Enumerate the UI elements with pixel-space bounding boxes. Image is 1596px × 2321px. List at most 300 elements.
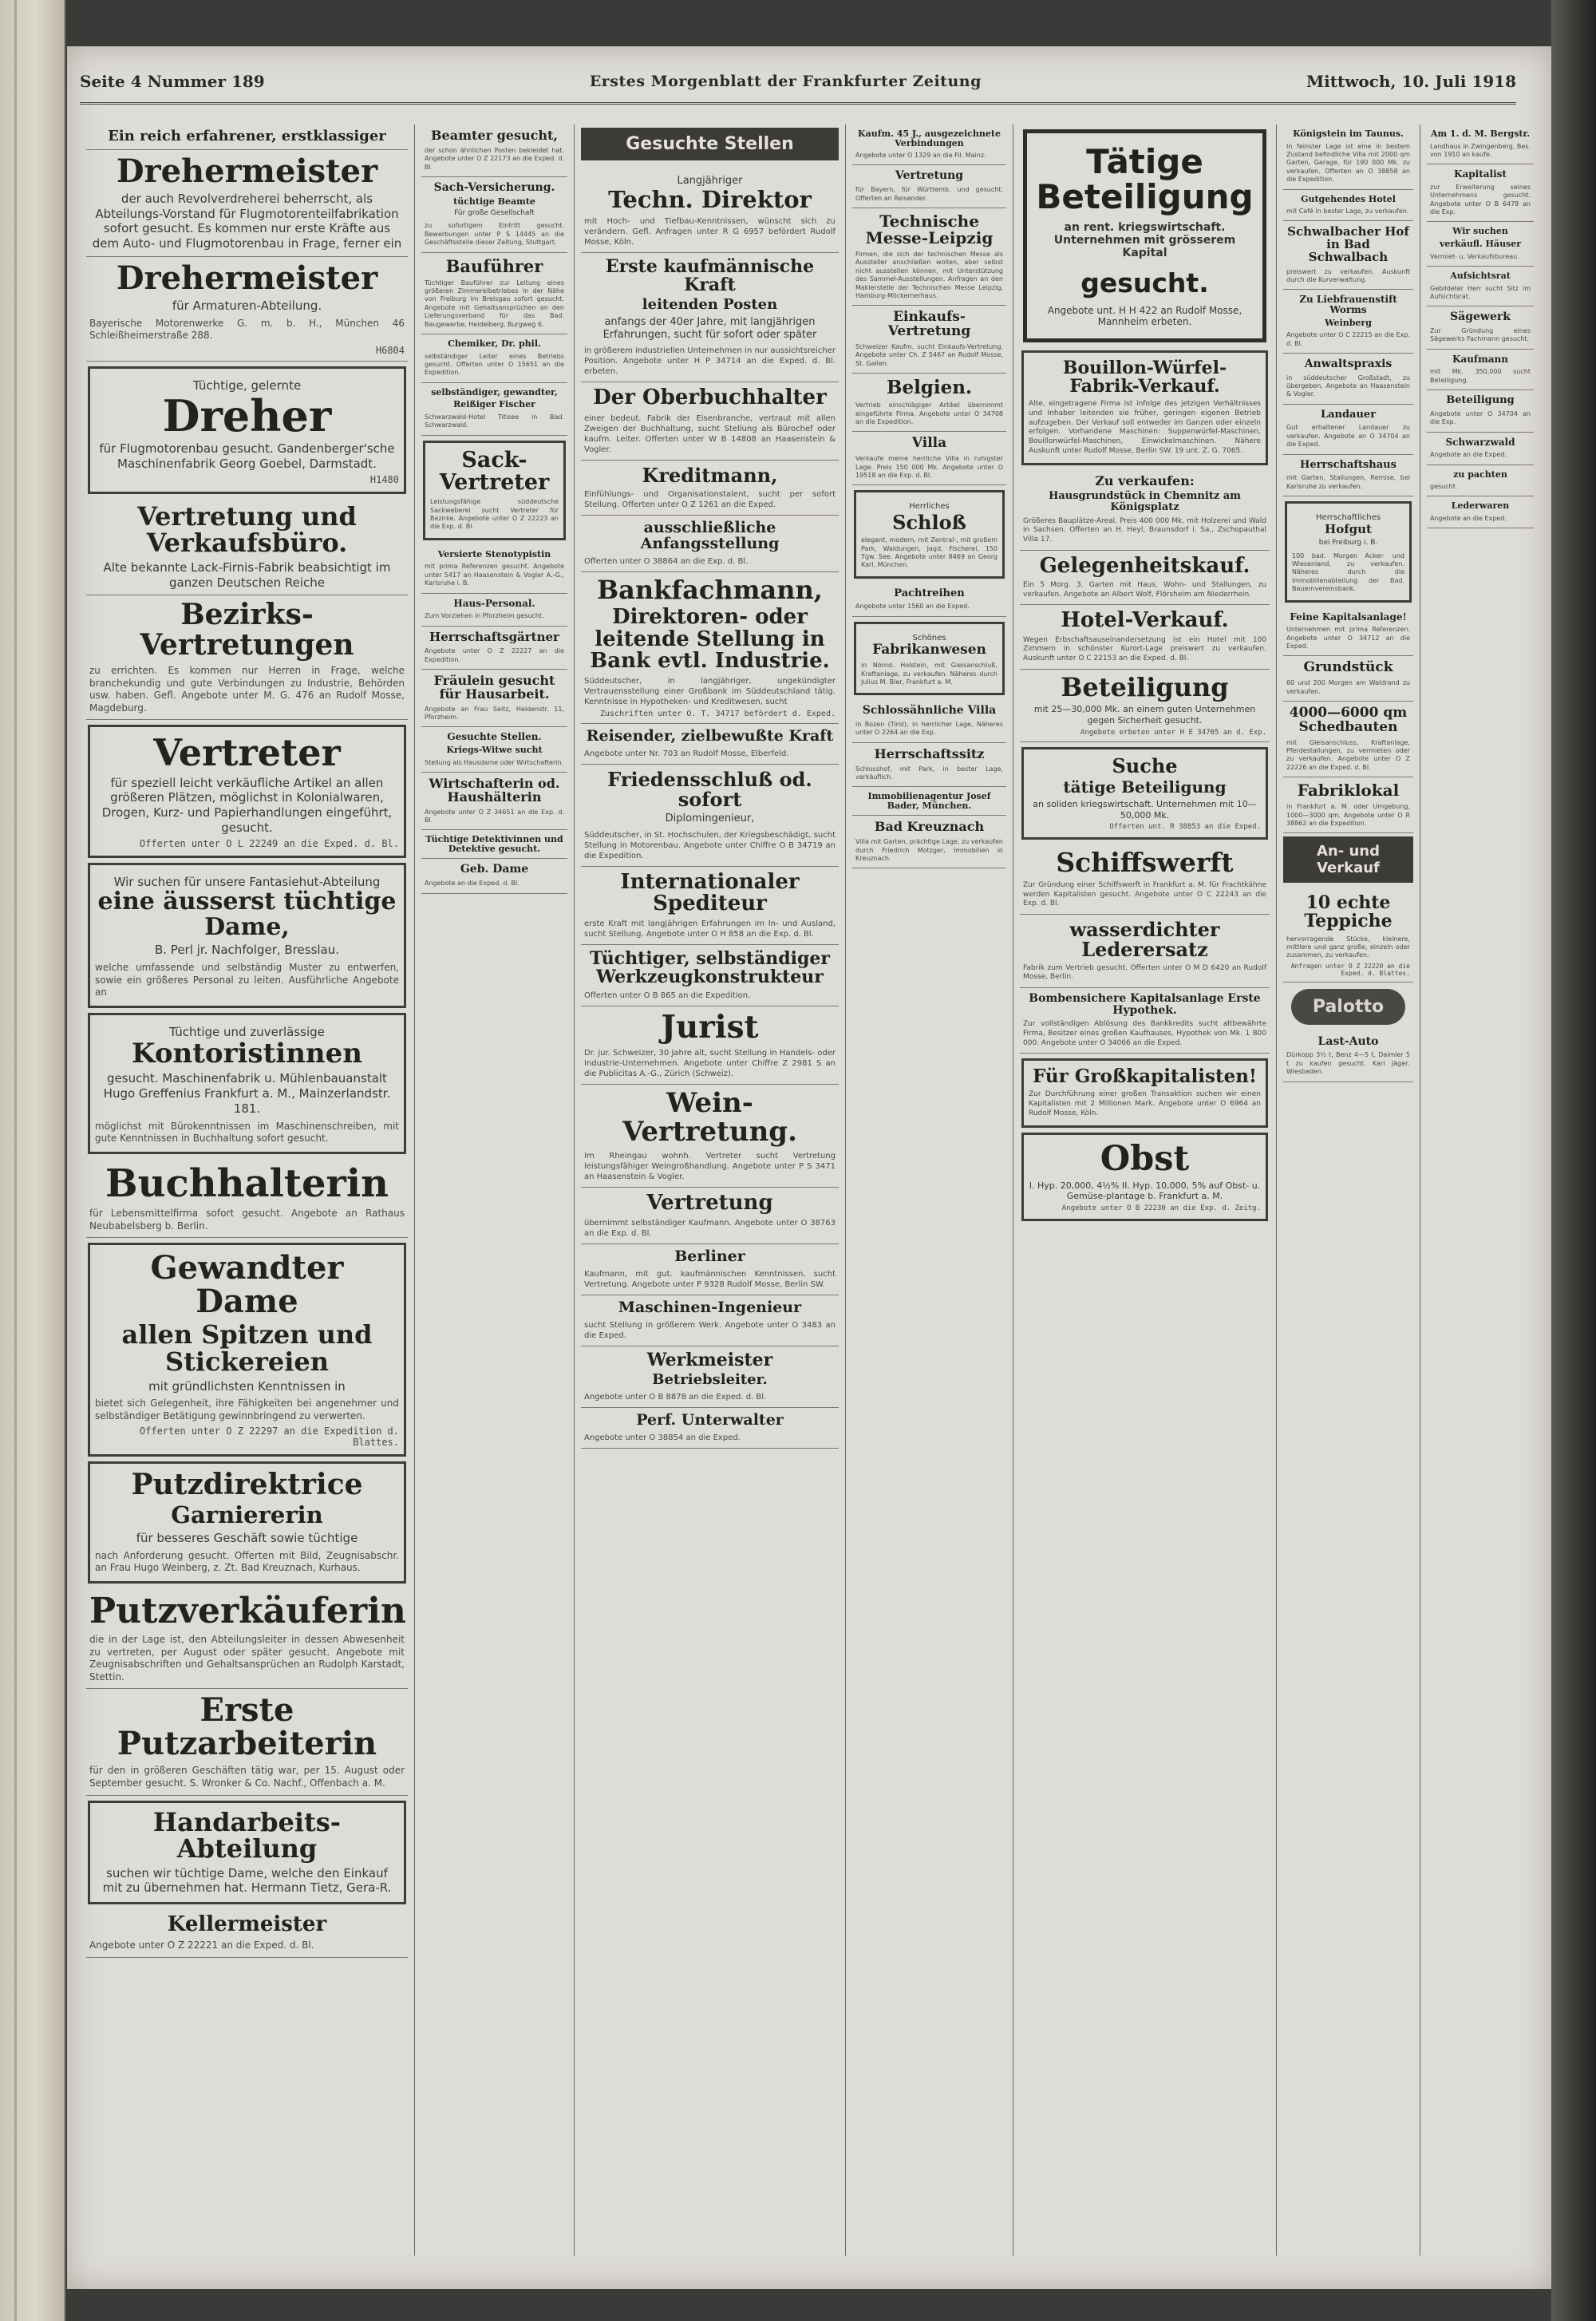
column-6 [1277, 125, 1420, 2256]
ad-preline: Langjähriger [677, 175, 743, 187]
ad-preline: Wir suchen für unsere Fantasiehut-Abteilung [113, 874, 381, 889]
ad-headline: Technische Messe-Leipzig [865, 211, 994, 247]
ad-body-text: in größerem industriellen Unternehmen in nur aussichtsreicher Position. Angebote unter H P 34714 an die Exped. d. Bl. erbeten. [584, 346, 836, 377]
classified-ad [421, 334, 567, 383]
classified-ad [1427, 222, 1534, 266]
classified-ad [421, 545, 567, 594]
classified-ad [1020, 605, 1270, 669]
ad-subtext: für besseres Geschäft sowie tüchtige [136, 1530, 358, 1545]
ad-headline: Jurist [661, 1009, 759, 1046]
ad-body-text: Angebote unter O Z 22227 an die Expedition. [425, 647, 564, 663]
ad-body-text: mit Garten, Stallungen, Remise, bei Karlsruhe zu verkaufen. [1286, 474, 1410, 490]
ad-headline: Internationaler Spediteur [620, 869, 800, 915]
classified-ad [421, 594, 567, 627]
ad-headline: Landauer [1320, 408, 1377, 421]
ad-body-text: preiswert zu verkaufen. Auskunft durch die Kurverwaltung. [1286, 267, 1410, 284]
ad-headline: Belgien. [887, 377, 972, 399]
ad-subtext: B. Perl jr. Nachfolger, Bresslau. [154, 943, 340, 958]
ad-body-text: Leistungsfähige süddeutsche Sackweberei sucht Vertreter für Bezirke. Angebote unter O Z 22223 an die Exp. d. Bl. [430, 498, 559, 531]
ad-headline: Beamter gesucht, [431, 128, 558, 143]
classified-ad [86, 1159, 408, 1239]
ad-subheadline: Direktoren- oder leitende Stellung in Bank evtl. Industrie. [590, 605, 830, 673]
ad-body-text: selbständiger Leiter eines Betriebs gesucht. Offerten unter O 15651 an die Expedition. [425, 352, 564, 377]
ad-headline: 4000—6000 qm Schedbauten [1289, 704, 1408, 735]
classified-ad [852, 208, 1006, 306]
ad-subheadline: Betriebsleiter. [652, 1371, 768, 1389]
classified-ad [1283, 607, 1413, 657]
ad-subtext: für Flugmotorenbau gesucht. Gandenberger'sche Maschinenfabrik Georg Goebel, Darmstadt. [99, 441, 395, 472]
ad-headline: Feine Kapitalsanlage! [1290, 611, 1407, 623]
classified-ad [1283, 405, 1413, 455]
ad-headline: Hotel-Verkauf. [1061, 608, 1229, 633]
ad-headline: Hofgut [1325, 521, 1372, 536]
ad-body-text: Angebote an die Exped. [1430, 451, 1507, 459]
ad-headline: Am 1. d. M. Bergstr. [1430, 129, 1531, 139]
brand-logo-badge: Palotto [1291, 989, 1405, 1025]
featured-ad-line: an rent. kriegswirtschaft. Unternehmen mit grösserem Kapital [1053, 221, 1236, 260]
ad-headline: Bouillon-Würfel-Fabrik-Verkauf. [1062, 358, 1227, 397]
classified-ad [581, 1006, 839, 1085]
ad-body-text: in Frankfurt a. M. oder Umgebung, 1000—3000 qm. Angebote unter O R 38862 an die Expedition. [1286, 803, 1410, 827]
ad-headline: Versierte Stenotypistin [437, 548, 551, 559]
ad-body-text: Schweizer Kaufm. sucht Einkaufs-Vertretung. Angebote unter Ch. Z 5467 an Rudolf Mosse, St. Gallen. [855, 342, 1003, 367]
classified-ad [852, 816, 1006, 868]
classified-ad [854, 490, 1005, 578]
ad-subtext: an soliden kriegswirtschaft. Unternehmen mit 10—50,000 Mk. [1033, 798, 1257, 820]
classified-ad [1020, 988, 1270, 1054]
ad-body-text: Angebote an die Exped. [1430, 515, 1507, 523]
classified-ad [88, 1243, 406, 1456]
ad-headline: Anwaltspraxis [1304, 357, 1393, 370]
ad-body-text: Zur Gründung eines Sägewerks Fachmann gesucht. [1430, 326, 1531, 343]
ad-headline: Kellermeister [167, 1912, 327, 1937]
ad-headline: Pachtreihen [894, 587, 965, 599]
classified-ad [581, 572, 839, 724]
classified-ad [88, 366, 406, 494]
ad-body-text: mit Hoch- und Tiefbau-Kenntnissen, wünscht sich zu verändern. Gefl. Anfragen unter R G 6957 befördert Rudolf Mosse, Köln. [584, 216, 836, 247]
ad-subheadline: Garniererin [171, 1501, 323, 1529]
classified-ad [581, 1188, 839, 1244]
ad-headline: Maschinen-Ingenieur [618, 1299, 802, 1316]
ad-body-text: Kaufmann, mit gut. kaufmännischen Kenntnissen, sucht Vertretung. Angebote unter P 9328 Rudolf Mosse, Berlin SW. [584, 1270, 836, 1289]
ad-headline: Einkaufs-Vertretung [887, 309, 971, 340]
ad-body-text: Dürkopp 3½ t, Benz 4—5 t, Daimler 5 t zu kaufen gesucht. Karl Jäger, Wiesbaden. [1286, 1051, 1410, 1076]
classified-ad [1427, 496, 1534, 528]
ad-body-text: Landhaus in Zwingenberg, Bes. von 1910 an kaufe. [1430, 142, 1531, 158]
ad-headline: Putzverkäuferin [89, 1590, 406, 1631]
ad-headline: Villa [911, 435, 947, 452]
ad-body-text: Zum Vorziehen in Pforzheim gesucht. [425, 612, 544, 620]
ad-subheadline: leitenden Posten [642, 295, 778, 313]
ad-reference: H1480 [369, 473, 399, 485]
ad-body-text: Zur vollständigen Ablösung des Bankkredits sucht altbewährte Firma, Besitzer eines großen Kaufhauses, Hypothek von Mk. 1 800 000. Angebote unter O 34066 an die Exped. [1023, 1020, 1266, 1047]
ad-headline: Fabriklokal [1297, 781, 1400, 801]
ad-headline: Gewandter Dame [150, 1249, 344, 1321]
ad-headline: Geb. Dame [460, 863, 529, 876]
ad-reference: H6804 [375, 344, 405, 356]
classified-ad [1021, 1133, 1268, 1222]
ad-reference: Anfragen unter O Z 22220 an die Exped. d. Blattes. [1290, 962, 1410, 977]
ad-body-text: Zur Gründung einer Schiffswerft in Frankfurt a. M. für Frachtkähne werden Kapitalisten gesucht. Angebote unter O C 22243 an die Exp. d. Bl. [1023, 881, 1266, 908]
ad-headline: Beteiligung [1061, 671, 1229, 702]
ad-subheadline: Weinberg [1325, 317, 1372, 328]
ad-subtext: der auch Revolverdreherei beherrscht, als Abteilungs-Vorstand für Flugmotorenteilfabrikation sofort gesucht. Es kommen nur erste Kräfte aus dem Auto- und Flugmotorenbau in Frage, ferner ein [92, 191, 402, 251]
featured-ad-contact: Angebote unt. H H 422 an Rudolf Mosse, Mannheim erbeten. [1047, 305, 1242, 328]
ad-body-text: Angebote unter O C 22215 an die Exp. d. Bl. [1286, 331, 1410, 347]
classified-ad [854, 622, 1005, 696]
ad-subheadline: Hausgrundstück in Chemnitz am Königsplatz [1049, 490, 1241, 513]
classified-ad [1283, 1031, 1413, 1082]
ad-headline: Reisender, zielbewußte Kraft [586, 727, 834, 745]
classified-ad [581, 1244, 839, 1295]
ad-body-text: Schwarzwald-Hotel Titisee in Bad. Schwarzwald. [425, 413, 564, 429]
ad-headline: Sägewerk [1450, 310, 1511, 324]
ad-headline: Zu verkaufen: [1095, 473, 1195, 488]
ad-headline: Schiffswerft [1056, 847, 1234, 879]
ad-body-text: Unternehmen mit prima Referenzen. Angebote unter O 34712 an die Exped. [1286, 626, 1410, 650]
ad-headline: Suche [1112, 753, 1178, 777]
classified-ad [1020, 670, 1270, 742]
classified-ad [421, 627, 567, 670]
ad-body-text: übernimmt selbständiger Kaufmann. Angebote unter O 38763 an die Exp. d. Bl. [584, 1219, 836, 1239]
classified-ad [1020, 470, 1270, 551]
ad-headline: Königstein im Taunus. [1293, 129, 1404, 139]
classified-ad [1427, 433, 1534, 465]
ad-headline: Herrschaftsgärtner [429, 629, 559, 644]
ad-headline: Tüchtige Detektivinnen und Detektive gesucht. [425, 834, 563, 854]
ad-headline: Bad Kreuznach [874, 819, 985, 835]
ad-headline: Beteiligung [1446, 394, 1515, 407]
ad-body-text: in Bozen (Tirol), in herrlicher Lage, Näheres unter O 2264 an die Exp. [855, 720, 1003, 737]
ad-body-text: Angebote unter Nr. 703 an Rudolf Mosse, Elberfeld. [584, 749, 789, 759]
ad-headline: Vertreter [153, 731, 341, 775]
ad-body-text: zur Erweiterung seines Unternehmens gesucht. Angebote unter O B 6478 an die Exp. [1430, 183, 1531, 216]
ad-body-text: einer bedeut. Fabrik der Eisenbranche, vertraut mit allen Zweigen der Buchhaltung, sucht Stellung als Bürochef oder kaufm. Leiter. Offerten unter W B 14808 an Haasenstein & Vogler. [584, 413, 836, 454]
ad-subtext: Für große Gesellschaft [454, 209, 535, 218]
ad-body-text: zu errichten. Es kommen nur Herren in Frage, welche branchekundig und gute Verbindungen zu Industrie, Behörden usw. haben. Gefl. Angebote unter M. G. 476 an Rudolf Mosse, Magdeburg. [89, 665, 405, 714]
classified-ad [88, 1013, 406, 1154]
ad-body-text: welche umfassende und selbständig Muster zu entwerfen, sowie ein größeres Personal zu leiten. Ausführliche Angebote an [95, 962, 399, 998]
ad-body-text: mit Gleisanschluss, Kraftanlage, Pferdestallungen, zu vermieten oder zu verkaufen. Angebote unter O Z 22226 an die Exped. d. Bl. [1286, 738, 1410, 771]
ad-headline: Putzdirektrice [131, 1467, 363, 1501]
ad-body-text: Größeres Bauplätze-Areal. Preis 400 000 Mk. mit Holzerei und Wald in Sachsen. Offerten an H. Heyl, Braunsdorf i. Sa., Zschopauthal Villa 17. [1023, 516, 1266, 544]
ad-subheadline: verkäufl. Häuser [1439, 239, 1522, 250]
classified-ad [581, 461, 839, 516]
ad-headline: Schloß [892, 510, 966, 534]
ad-headline: Gelegenheitskauf. [1039, 553, 1250, 578]
ad-headline: Bankfachmann, [597, 574, 823, 605]
ad-headline: Bezirks-Vertretungen [140, 598, 354, 662]
classified-ad [423, 441, 566, 540]
ad-headline: Zu Liebfrauenstift Worms [1299, 294, 1397, 316]
ad-headline: Tüchtiger, selbständiger Werkzeugkonstrukteur [590, 948, 830, 988]
ad-headline: ausschließliche Anfangsstellung [640, 518, 780, 552]
classified-ad [852, 165, 1006, 208]
classified-ad [1427, 390, 1534, 432]
ad-headline: Grundstück [1303, 659, 1393, 676]
ad-headline: Berliner [674, 1247, 745, 1266]
ad-body-text: Angebote unter O Z 34651 an die Exp. d. Bl. [425, 808, 564, 824]
binding-stripe [14, 0, 17, 2321]
page-shadow-edge [1551, 0, 1596, 2321]
classified-ad [852, 787, 1006, 816]
classified-ad [1020, 844, 1270, 915]
classified-ad [581, 945, 839, 1006]
classified-ad [88, 1461, 406, 1584]
featured-ad-title: Tätige Beteiligung [1036, 142, 1254, 217]
ad-headline: Kreditmann, [642, 463, 778, 487]
ad-body-text: Zur Durchführung einer großen Transaktion suchen wir einen Kapitalisten mit 2 Millionen Mark. Angebote unter O 6964 an Rudolf Mosse, Köln. [1029, 1090, 1261, 1117]
binding-edge [0, 0, 65, 2321]
classified-ad [581, 1346, 839, 1408]
ad-headline: Kaufm. 45 J., ausgezeichnete Verbindungen [858, 129, 1001, 148]
ad-headline: Obst [1100, 1138, 1190, 1179]
ad-headline: Kaufmann [1452, 353, 1508, 365]
ad-body-text: Gebildeter Herr sucht Sitz im Aufsichtsrat. [1430, 284, 1531, 300]
classified-ad [581, 382, 839, 460]
classified-ad [1427, 267, 1534, 306]
ad-body-text: Fabrik zum Vertrieb gesucht. Offerten unter O M D 6420 an Rudolf Mosse, Berlin. [1023, 963, 1266, 982]
ad-body-text: gesucht. [1430, 483, 1458, 491]
ad-headline: Dreher [162, 389, 332, 441]
classified-ad [1021, 747, 1268, 840]
ad-preline: Herrliches [909, 502, 950, 512]
classified-ad [581, 1085, 839, 1187]
ad-body-text: bietet sich Gelegenheit, ihre Fähigkeiten bei angenehmer und selbständiger Betätigung gewinnbringend zu verwerten. [95, 1398, 399, 1421]
ad-body-text: für Lebensmittelfirma sofort gesucht. Angebote an Rathaus Neubabelsberg b. Berlin. [89, 1208, 405, 1232]
classified-ad [1285, 501, 1412, 602]
ad-body-text: Angebote unter O 38854 an die Exped. [584, 1433, 741, 1442]
ad-body-text: Vertrieb einschlägiger Artikel übernimmt eingeführte Firma. Angebote unter O 34708 an die Expedition. [855, 401, 1003, 426]
ad-headline: Vertretung [895, 169, 964, 183]
ad-body-text: Tüchtiger Bauführer zur Leitung eines größeren Zimmereibetriebes in der Nähe von Freiburg im Breisgau sofort gesucht. Angebote mit Gehaltsansprüchen an den Lieferungsverband für das Bad. Baugewerbe, Heidelberg, Burgweg 6. [425, 279, 564, 328]
classified-ad [581, 867, 839, 946]
classified-ad [1427, 306, 1534, 349]
ad-body-text: der schon ähnlichen Posten bekleidet hat. Angebote unter O Z 22173 an die Exped. d. Bl. [425, 146, 564, 171]
ad-body-text: Vermiet- u. Verkaufsbureau. [1430, 252, 1519, 260]
ad-body-text: zu sofortigem Eintritt gesucht. Bewerbungen unter P S 14445 an die Geschäftsstelle dieser Zeitung, Stuttgart. [425, 222, 564, 247]
ad-body-text: Angebote an die Exped. d. Bl. [425, 880, 519, 888]
classified-ad [852, 374, 1006, 432]
ad-headline: selbständiger, gewandter, [431, 386, 558, 397]
classified-ad [852, 583, 1006, 617]
header-date: Mittwoch, 10. Juli 1918 [1306, 72, 1516, 91]
column-2 [415, 125, 575, 2256]
classified-ad [581, 516, 839, 572]
ad-body-text: Alte, eingetragene Firma ist infolge des jetzigen Verhältnisses und Inhaber leitenden sie früher, geringen eigenen Betrieb aufzugeben. Der Verkauf soll entweder im Ganzen oder einzeln erfolgen. Vorhandene Maschinen: Suppenwürfel-Maschinen, Bouillonwürfel-Maschinen, Einwickelmaschinen. Nähere Auskunft unter Rudolf Mosse, Berlin SW. 19 unt. Z. G. 7065. [1029, 400, 1261, 455]
ad-headline: Perf. Unterwalter [636, 1410, 784, 1429]
ad-headline: Lederwaren [1451, 500, 1510, 512]
ad-headline: Schwarzwald [1445, 436, 1515, 448]
ad-headline: Bauführer [445, 255, 543, 276]
ad-reference: Offerten unter O L 22249 an die Exped. d. Bl. [139, 837, 399, 849]
ad-subtext: suchen wir tüchtige Dame, welche den Einkauf mit zu übernehmen hat. Hermann Tietz, Gera-R. [102, 1865, 392, 1896]
ad-headline: Sach-Versicherung. [433, 180, 555, 194]
ad-body-text: mit Mk. 350,000 sucht Beteiligung. [1430, 368, 1531, 384]
ad-body-text: elegant, modern, mit Zentral-, mit großem Park, Waldungen, Jagd, Fischerei, 150 Tgw. See. Angebote unter 8469 an Georg Karl, München. [861, 536, 998, 569]
ad-headline: Last-Auto [1317, 1034, 1379, 1048]
ad-reference: Offerten unt. R 38853 an die Exped. [1109, 823, 1261, 832]
header-masthead: Erstes Morgenblatt der Frankfurter Zeitung [589, 73, 982, 90]
ad-headline: Kapitalist [1454, 168, 1507, 180]
ad-subtext: Diplomingenieur, [665, 813, 755, 825]
classified-ad [1427, 350, 1534, 390]
classified-ad [852, 432, 1006, 485]
ad-body-text: Gut erhaltener Landauer zu verkaufen. Angebote an O 34704 an die Exped. [1286, 424, 1410, 449]
classified-ad [88, 863, 406, 1008]
ad-body-text: nach Anforderung gesucht. Offerten mit Bild, Zeugnisabschr. an Frau Hugo Weinberg, z. Zt. Bad Kreuznach, Kurhaus. [95, 1549, 399, 1574]
ad-body-text: Im Rheingau wohnh. Vertreter sucht Vertretung leistungsfähiger Weingroßhandlung. Angebote unter P S 3471 an Haasenstein & Vogler. [584, 1151, 836, 1181]
classified-ad [1283, 125, 1413, 190]
classified-ad [1020, 551, 1270, 606]
ad-headline: Wirtschafterin od. Haushälterin [429, 776, 560, 805]
classified-ad [852, 306, 1006, 374]
classified-ad [421, 125, 567, 177]
classified-ad [1021, 1058, 1268, 1127]
ad-body-text: Süddeutscher, in langjähriger, ungekündigter Vertrauensstellung einer Großbank im Süddeutschland tätig. Kenntnisse in Hypotheken- und Kreditwesen, sucht [584, 677, 836, 707]
ad-body-text: Einfühlungs- und Organisationstalent, sucht per sofort Stellung. Offerten unter O Z 1261 an die Exped. [584, 489, 836, 509]
ad-subheadline: Kriegs-Witwe sucht [446, 745, 543, 756]
ad-subheadline: allen Spitzen und Stickereien [121, 1319, 373, 1378]
ad-subtext: mit 25—30,000 Mk. an einem guten Unternehmen gegen Sicherheit gesucht. [1033, 704, 1256, 726]
ad-headline: Erste Putzarbeiterin [117, 1691, 377, 1763]
ad-body-text: 100 bad. Morgen Acker- und Wiesenland, zu verkaufen. Näheres durch die Immobilienabteilung der Bad. Bauernvereinsbank. [1292, 552, 1404, 593]
ad-body-text: für den in größeren Geschäften tätig war, per 15. August oder September gesucht. S. Wronker & Co. Nachf., Offenbach a. M. [89, 1765, 405, 1789]
ad-headline: Herrschaftshaus [1300, 458, 1396, 471]
ad-subtext: gesucht. Maschinenfabrik u. Mühlenbauanstalt Hugo Greffenius Frankfurt a. M., Mainzerlandstr. 181. [103, 1071, 391, 1116]
classified-ad [1283, 354, 1413, 405]
classified-ad [581, 724, 839, 765]
ad-headline: Handarbeits-Abteilung [152, 1806, 342, 1864]
classified-ad [581, 167, 839, 253]
ad-reference: Zuschriften unter O. T. 34717 befördert d. Exped. [599, 710, 836, 719]
classified-ad [852, 743, 1006, 788]
ad-headline: Schwalbacher Hof in Bad Schwalbach [1287, 224, 1409, 264]
classified-ad [1283, 777, 1413, 833]
ad-headline: wasserdichter Lederersatz [1069, 918, 1220, 962]
ad-body-text: hervorragende Stücke, kleinere, mittlere und ganz große, einzeln oder zusammen, zu verkaufen. [1286, 935, 1410, 959]
section-banner: An- und Verkauf [1283, 836, 1413, 883]
classified-ad [421, 830, 567, 859]
ad-headline: Werkmeister [646, 1349, 773, 1370]
ad-headline: Ein reich erfahrener, erstklassiger [108, 128, 386, 144]
classified-ad [1283, 455, 1413, 496]
ad-headline: Der Oberbuchhalter [593, 386, 827, 410]
classified-ad [421, 670, 567, 727]
ad-subheadline: Reißiger Fischer [453, 399, 535, 410]
ad-body-text: Angebote an Frau Seitz, Heidenstr. 11, Pforzheim. [425, 705, 564, 722]
classified-ad [1283, 221, 1413, 290]
ad-headline: Vertretung und Verkaufsbüro. [137, 500, 357, 559]
classified-ad [1283, 702, 1413, 777]
ad-headline: Aufsichtsrat [1450, 270, 1511, 281]
ad-subtext: für Armaturen-Abteilung. [172, 298, 322, 313]
classified-ad [1427, 164, 1534, 222]
ad-headline: Erste kaufmännische Kraft [605, 255, 815, 295]
ad-body-text: in süddeutscher Großstadt, zu übergeben. Angebote an Haasenstein & Vogler. [1286, 374, 1410, 398]
classified-ad [86, 1689, 408, 1795]
ad-body-text: Villa mit Garten, prächtige Lage, zu verkaufen durch Friedrich Motzger, Immobilien in Kreuznach. [855, 838, 1003, 862]
ad-headline: Herrschaftssitz [874, 745, 985, 761]
ad-headline: Buchhalterin [105, 1160, 389, 1206]
ad-body-text: Ein 5 Morg. 3. Garten mit Haus, Wohn- und Stallungen, zu verkaufen. Angebote an Albert Wolf, Flörsheim am Niederrhein. [1023, 580, 1266, 599]
classified-ad [88, 725, 406, 857]
ad-body-text: Stellung als Hausdame oder Wirtschafterin. [425, 758, 564, 766]
ad-headline: Drehermeister [116, 152, 378, 190]
ad-body-text: erste Kraft mit langjährigen Erfahrungen im In- und Ausland, sucht Stellung. Angebote unter O H 858 an die Exp. d. Bl. [584, 919, 836, 939]
ad-subheadline: tätige Beteiligung [1063, 777, 1227, 797]
ad-subtext: bei Freiburg i. B. [1318, 539, 1378, 548]
ad-body-text: Süddeutscher, in St. Hochschulen, der Kriegsbeschädigt, sucht Stellung in Motorenbau. Angebote unter Chiffre O B 34719 an die Expedition. [584, 830, 836, 860]
ad-body-text: in Nörnd. Holstein, mit Gleisanschluß, Kraftanlage, zu verkaufen. Näheres durch Julius M. Bier, Frankfurt a. M. [861, 662, 998, 686]
ad-headline: Techn. Direktor [608, 186, 812, 214]
ad-headline: Fräulein gesucht für Hausarbeit. [433, 673, 555, 702]
ad-subtext: für speziell leicht verkäufliche Artikel an allen größeren Plätzen, möglichst in Kolonialwaren, Drogen, Kurz- und Papierhandlungen eingeführt, gesucht. [101, 775, 393, 835]
classified-ad [86, 1909, 408, 1958]
classified-ad [581, 253, 839, 383]
classified-ad [1021, 350, 1268, 465]
ad-reference: Angebote erbeten unter H E 34705 an d. Exp. [1080, 728, 1266, 737]
ad-body-text: Angebote unter 1560 an die Exped. [855, 603, 970, 611]
classified-ad [852, 700, 1006, 742]
ad-body-text: Angebote unter O Z 22221 an die Exped. d. Bl. [89, 1939, 314, 1951]
featured-ad-gesucht: gesucht. [1080, 267, 1209, 299]
classified-ad [1283, 190, 1413, 222]
ad-body-text: Dr. jur. Schweizer, 30 Jahre alt, sucht Stellung in Handels- oder Industrie-Unternehmen. Angebote unter Chiffre Z 2981 S an die Publicitas A.-G., Zürich (Schweiz). [584, 1049, 836, 1079]
classified-ad [852, 125, 1006, 165]
ad-body-text: 60 und 200 Morgen am Waldrand zu verkaufen. [1286, 679, 1410, 695]
ad-headline: Drehermeister [116, 259, 378, 297]
ad-subtext: anfangs der 40er Jahre, mit langjährigen Erfahrungen, sucht für sofort oder später [602, 315, 817, 342]
classified-ad [1020, 915, 1270, 988]
ad-headline: Wir suchen [1452, 226, 1508, 237]
classified-ad [581, 1295, 839, 1346]
ad-headline: eine äusserst tüchtige Dame, [97, 888, 397, 941]
ad-reference: Angebote unter O B 22230 an die Exp. d. Zeitg. [1061, 1204, 1261, 1213]
ad-headline: Vertretung [646, 1190, 773, 1215]
ad-body-text: mit Café in bester Lage, zu verkaufen. [1286, 208, 1409, 215]
ad-body-text: Angebote unter O 34704 an die Exp. [1430, 409, 1531, 426]
ad-body-text: Schlosshof, mit Park, in bester Lage, verkäuflich. [855, 765, 1003, 781]
ad-body-text: sucht Stellung in größerem Werk. Angebote unter O 3483 an die Exped. [584, 1320, 836, 1340]
section-banner: Gesuchte Stellen [581, 128, 839, 160]
classified-ad [421, 383, 567, 436]
classified-ad [1427, 465, 1534, 497]
ad-headline: Immobilienagentur Josef Bader, München. [867, 791, 991, 811]
page-header [80, 65, 1516, 105]
classified-ad [86, 595, 408, 720]
classified-ad [421, 859, 567, 893]
ad-body-text: In feinster Lage ist eine in bestem Zustand befindliche Villa mit 2000 qm Garten, Garage, für 190 000 Mk. zu verkaufen. Offerten an O 38858 an die Expedition. [1286, 142, 1410, 184]
ad-headline: Für Großkapitalisten! [1032, 1066, 1258, 1088]
ad-body-text: möglichst mit Bürokenntnissen im Maschinenschreiben, mit gute Kenntnissen in Buchhaltung sofort gesucht. [95, 1120, 399, 1145]
column-3 [575, 125, 846, 2256]
classified-ad [86, 1588, 408, 1690]
ad-headline: Chemiker, Dr. phil. [448, 338, 541, 350]
column-4 [846, 125, 1013, 2256]
classified-ad [86, 499, 408, 596]
ad-preline: Schönes [912, 633, 946, 643]
ad-body-text: Angebote unter O B 8878 an die Exped. d. Bl. [584, 1392, 767, 1402]
ad-body-text: Firmen, die sich der technischen Messe als Aussteller anschließen wollen, aber selbst nicht ausstellen können, mit Unterstützung des Sammel-Ausstellungen. Anfragen an den Maklerstelle der Technischen Messe Leipzig, Hamburg-Möckernerhaus. [855, 250, 1003, 299]
ad-subtext: I. Hyp. 20,000, 4½% II. Hyp. 10,000, 5% auf Obst- u. Gemüse-plantage b. Frankfurt a. M. [1029, 1180, 1261, 1202]
classified-ad [1283, 290, 1413, 354]
featured-ad-box [1023, 129, 1266, 342]
ad-body-text: für Bayern, für Württemb. und gesucht. Offerten an Reisender. [855, 186, 1003, 202]
classified-ad [421, 177, 567, 253]
column-5 [1013, 125, 1277, 2256]
column-1 [80, 125, 415, 2256]
